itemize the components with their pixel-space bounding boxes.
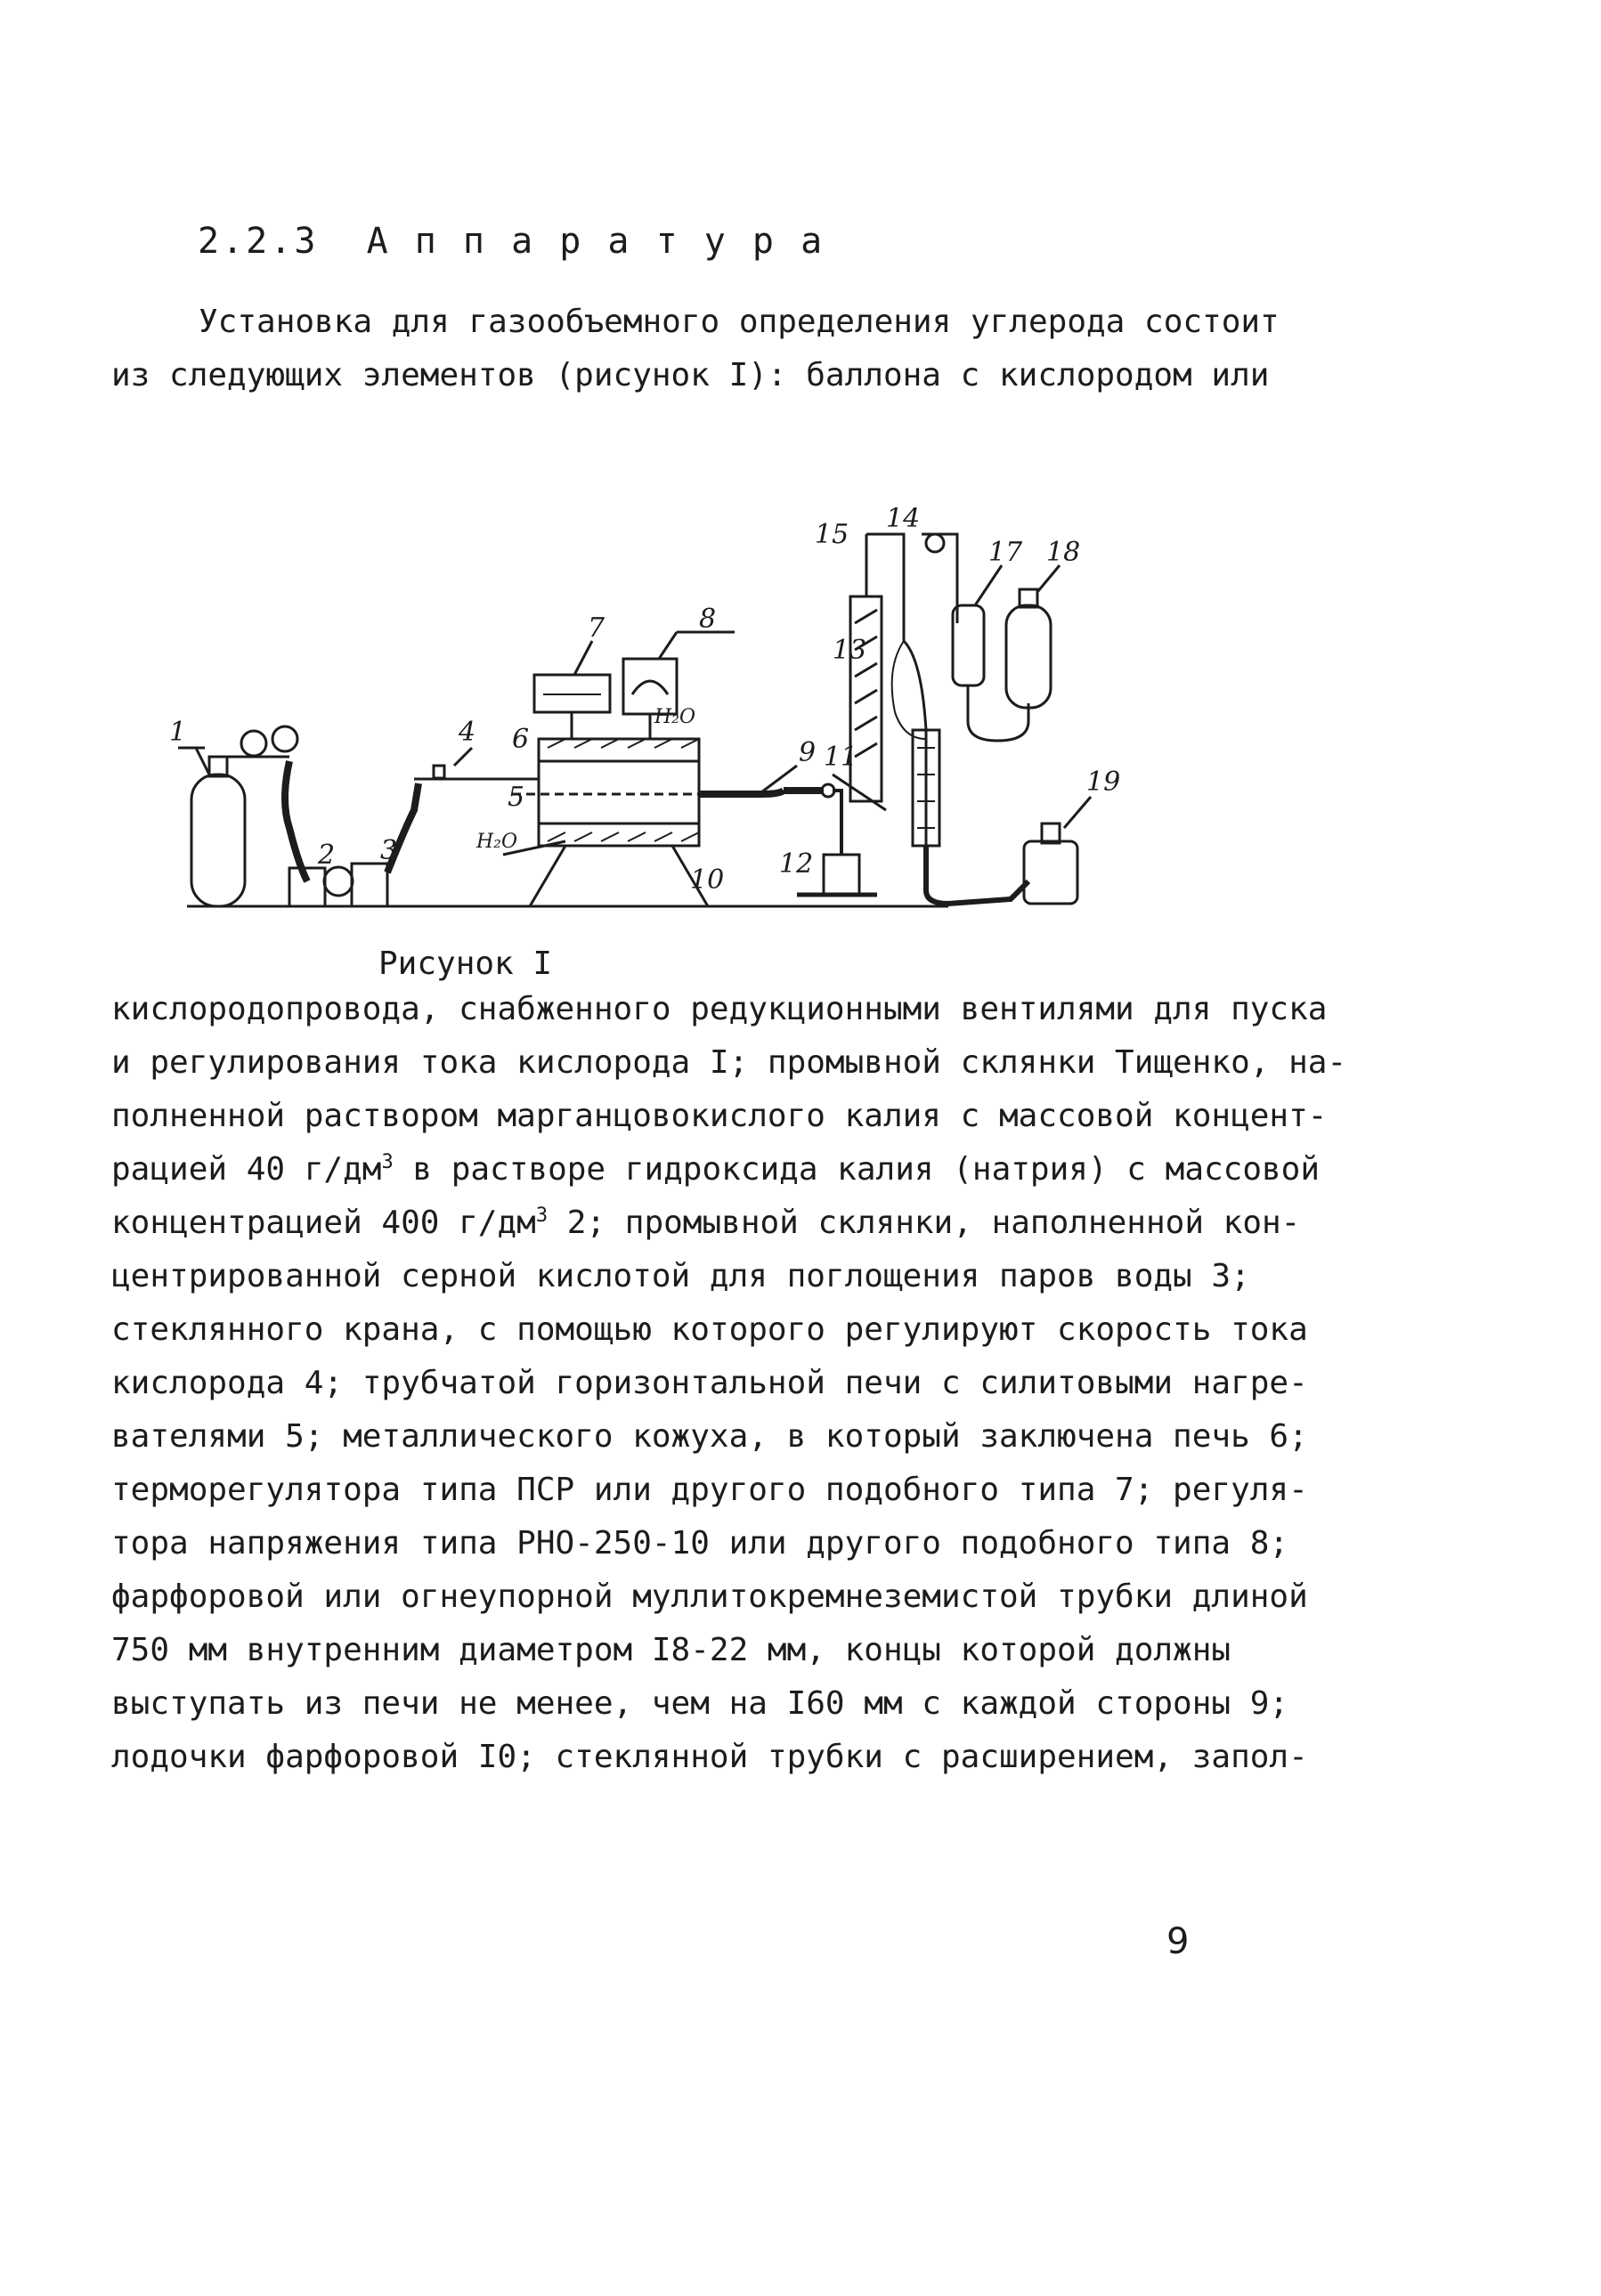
figure-label: 17: [988, 537, 1023, 568]
text-line: тора напряжения типа РНО-250-10 или другого подобного типа 8;: [111, 1525, 1289, 1562]
figure-label: 11: [824, 742, 858, 773]
text-line: кислородопровода, снабженного редукционными вентилями для пуска: [111, 991, 1328, 1027]
text-line: 750 мм внутренним диаметром I8-22 мм, концы которой должны: [111, 1632, 1231, 1668]
figure-label: H₂O: [476, 831, 518, 853]
figure-label: 5: [508, 782, 525, 813]
text-line: лодочки фарфоровой I0; стеклянной трубки с расширением, запол-: [111, 1739, 1308, 1775]
figure-label: 15: [815, 519, 849, 550]
figure-label: 3: [380, 835, 398, 866]
figure-label: 9: [799, 737, 817, 768]
figure-label: 10: [690, 864, 725, 896]
figure-label: 18: [1046, 537, 1081, 568]
text-line: выступать из печи не менее, чем на I60 мм с каждой стороны 9;: [111, 1685, 1289, 1722]
figure-label: 13: [833, 635, 867, 666]
text-line: полненной раствором марганцовокислого калия с массовой концент-: [111, 1098, 1328, 1134]
section-number: 2.2.3: [198, 221, 319, 262]
figure-label: 14: [886, 507, 921, 534]
figure-label: 2: [318, 840, 336, 871]
figure-label: 19: [1086, 767, 1121, 798]
text-segment: концентрацией 400 г/дм: [111, 1205, 536, 1241]
superscript: 3: [381, 1151, 394, 1173]
text-line: [111, 1197, 1301, 1250]
figure-label: 12: [779, 848, 814, 880]
figure-label: 1: [169, 717, 187, 748]
text-line: терморегулятора типа ПСР или другого подобного типа 7; регуля-: [111, 1472, 1308, 1508]
text-line: [111, 1143, 1321, 1197]
superscript: 3: [535, 1205, 549, 1227]
text-line: вателями 5; металлического кожуха, в который заключена печь 6;: [111, 1418, 1308, 1455]
text-line: из следующих элементов (рисунок I): баллона с кислородом или: [111, 357, 1270, 393]
figure-label: 8: [699, 604, 717, 635]
text-segment: в растворе гидроксида калия (натрия) с массовой: [393, 1151, 1321, 1188]
furnace-shape: [539, 739, 699, 846]
text-segment: 2; промывной склянки, наполненной кон-: [548, 1205, 1301, 1241]
text-line: кислорода 4; трубчатой горизонтальной печи с силитовыми нагре-: [111, 1365, 1308, 1401]
text-line: фарфоровой или огнеупорной муллитокремнеземистой трубки длиной: [111, 1578, 1308, 1615]
section-title: А п п а р а т у р а: [366, 221, 825, 262]
page-number: 9: [1166, 1921, 1190, 1962]
text-line: и регулирования тока кислорода I; промывной склянки Тищенко, на-: [111, 1044, 1347, 1081]
figure-label: 7: [588, 613, 605, 644]
text-line: стеклянного крана, с помощью которого регулируют скорость тока: [111, 1311, 1308, 1348]
figure-caption: Рисунок I: [378, 945, 553, 982]
figure-label: 4: [459, 717, 476, 748]
body-paragraph: [111, 983, 1347, 1784]
intro-paragraph: [111, 296, 1287, 402]
figure-label: 6: [512, 724, 530, 755]
text-line: Установка для газообъемного определения углерода состоит: [199, 304, 1280, 340]
figure-label: H₂O: [654, 706, 696, 728]
apparatus-diagram: [120, 507, 1126, 935]
text-line: центрированной серной кислотой для поглощения паров воды 3;: [111, 1258, 1250, 1294]
section-heading: [198, 221, 825, 262]
text-segment: рацией 40 г/дм: [111, 1151, 382, 1188]
oxygen-cylinder-shape: [191, 775, 245, 906]
